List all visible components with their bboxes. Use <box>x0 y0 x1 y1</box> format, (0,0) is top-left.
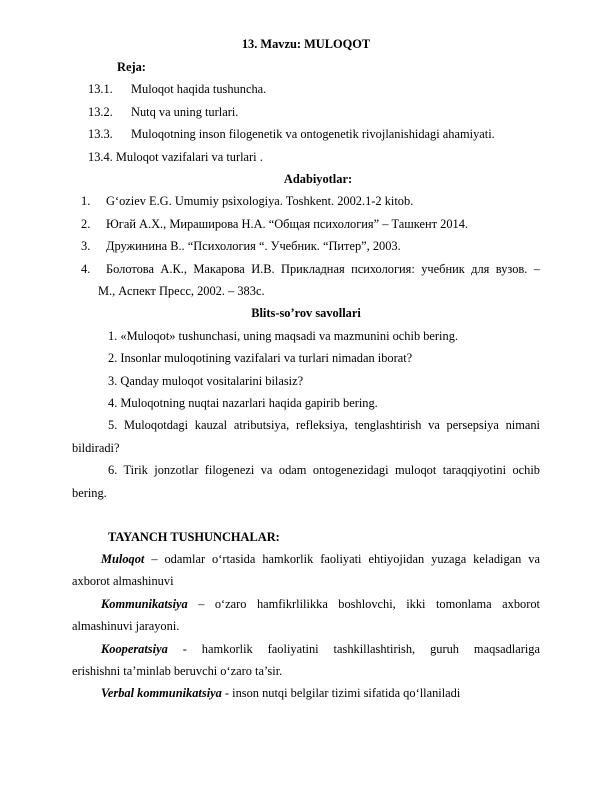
concept-definition: – o‘zaro hamfikrlilikka boshlovchi, ikki tomonlama axborot <box>187 597 540 611</box>
concept-muloqot <box>101 551 540 567</box>
literature-number: 3. <box>81 239 91 253</box>
blitz-heading: Blits-so’rov savollari <box>251 306 361 320</box>
plan-item <box>88 126 113 142</box>
literature-item: Дружинина В.. “Психология “. Учебник. “Питер”, 2003. <box>106 239 401 253</box>
plan-item-number: 13.2. <box>88 105 113 119</box>
plan-item-text: 13.4. Muloqot vazifalari va turlari . <box>88 150 263 164</box>
blitz-question: 4. Muloqotning nuqtai nazarlari haqida gapirib bering. <box>108 396 378 410</box>
literature-number: 2. <box>81 217 91 231</box>
plan-heading: Reja: <box>117 60 146 74</box>
concept-term: Kooperatsiya <box>101 642 168 656</box>
page-title: 13. Mavzu: MULOQOT <box>241 37 371 51</box>
plan-item <box>88 81 113 97</box>
plan-item-number: 13.1. <box>88 82 113 96</box>
literature-heading: Adabiyotlar: <box>283 172 353 186</box>
concept-definition-continuation: almashinuvi jarayoni. <box>72 619 180 633</box>
blitz-question: 5. Muloqotdagi kauzal atributsiya, refleksiya, tenglashtirish va persepsiya nimani <box>108 418 540 432</box>
literature-number: 4. <box>81 262 91 276</box>
concept-term: Kommunikatsiya <box>101 597 188 611</box>
blitz-question: 3. Qanday muloqot vositalarini bilasiz? <box>108 374 304 388</box>
literature-number: 1. <box>81 194 91 208</box>
plan-item-text: Muloqotning inson filogenetik va ontogenetik rivojlanishidagi ahamiyati. <box>131 127 495 141</box>
blitz-question-continuation: bering. <box>72 486 107 500</box>
concept-term: Muloqot <box>101 552 145 566</box>
concept-kommunikatsiya <box>101 596 540 612</box>
plan-item-text: Muloqot haqida tushuncha. <box>131 82 267 96</box>
concept-definition-continuation: erishishni ta’minlab beruvchi o‘zaro ta’sir. <box>72 664 283 678</box>
concept-definition: - hamkorlik faoliyatini tashkillashtirish, guruh maqsadlariga <box>167 642 540 656</box>
concept-term: Verbal kommunikatsiya <box>101 686 222 700</box>
concept-kooperatsiya <box>101 641 540 657</box>
concept-verbal-kommunikatsiya <box>101 685 460 701</box>
literature-item: Югай А.Х., Мираширова Н.А. “Общая психология” – Ташкент 2014. <box>106 217 469 231</box>
blitz-question: 1. «Muloqot» tushunchasi, uning maqsadi va mazmunini ochib bering. <box>108 329 458 343</box>
concepts-heading: TAYANCH TUSHUNCHALAR: <box>108 530 280 544</box>
blitz-question: 2. Insonlar muloqotining vazifalari va turlari nimadan iborat? <box>108 351 413 365</box>
concept-definition-continuation: axborot almashinuvi <box>72 574 174 588</box>
plan-item-number: 13.3. <box>88 127 113 141</box>
blitz-question: 6. Tirik jonzotlar filogenezi va odam ontogenezidagi muloqot taraqqiyotini ochib <box>108 463 540 477</box>
literature-item-continuation: М., Аспект Пресс, 2002. – 383с. <box>98 284 265 298</box>
literature-item: Болотова А.К., Макарова И.В. Прикладная психология: учебник для вузов. – <box>106 262 540 276</box>
blitz-question-continuation: bildiradi? <box>72 441 120 455</box>
concept-definition: - inson nutqi belgilar tizimi sifatida qo‘llaniladi <box>221 686 461 700</box>
literature-item: G‘oziev E.G. Umumiy psixologiya. Toshkent. 2002.1-2 kitob. <box>106 194 414 208</box>
plan-item-text: Nutq va uning turlari. <box>131 105 239 119</box>
concept-definition: – odamlar o‘rtasida hamkorlik faoliyati ehtiyojidan yuzaga keladigan va <box>144 552 540 566</box>
plan-item <box>88 104 113 120</box>
